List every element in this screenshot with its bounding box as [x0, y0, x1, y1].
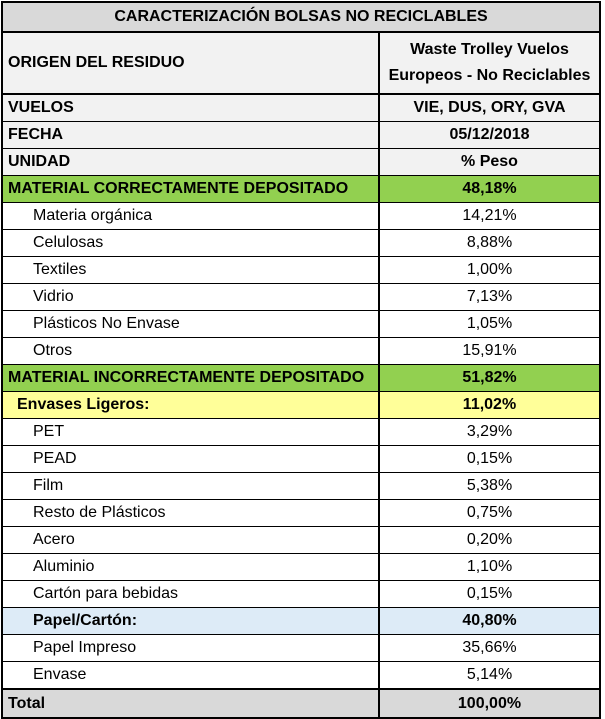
source-line-1: Waste Trolley Vuelos [410, 41, 569, 58]
meta-value: VIE, DUS, ORY, GVA [413, 99, 566, 116]
table-row [3, 203, 599, 230]
subsection-value: 11,02% [462, 396, 517, 413]
table-row [3, 635, 599, 662]
meta-value: 05/12/2018 [449, 126, 530, 143]
table-row [3, 230, 599, 257]
meta-row-date [3, 122, 599, 149]
item-value: 5,14% [466, 666, 513, 683]
item-label: Vidrio [3, 284, 380, 310]
item-value: 1,05% [466, 315, 513, 332]
papel-subtotal-row [3, 608, 599, 635]
meta-row-flights [3, 95, 599, 122]
table-row [3, 284, 599, 311]
table-title: CARACTERIZACIÓN BOLSAS NO RECICLABLES [3, 3, 599, 33]
table-row [3, 527, 599, 554]
table-row [3, 581, 599, 608]
total-label: Total [3, 690, 380, 717]
item-label: Cartón para bebidas [3, 581, 380, 607]
item-label: Film [3, 473, 380, 499]
item-label: Papel Impreso [3, 635, 380, 661]
item-value: 35,66% [462, 639, 517, 656]
item-value: 8,88% [466, 234, 513, 251]
incorrect-total-row [3, 365, 599, 392]
source-line-2: Europeos - No Reciclables [388, 67, 591, 84]
source-header [380, 33, 599, 93]
section-label: MATERIAL CORRECTAMENTE DEPOSITADO [3, 176, 380, 202]
characterization-table [1, 1, 601, 719]
item-label: PEAD [3, 446, 380, 472]
item-label: Plásticos No Envase [3, 311, 380, 337]
total-row [3, 689, 599, 717]
item-label: Textiles [3, 257, 380, 283]
meta-label: FECHA [3, 122, 380, 148]
subsection-label: Envases Ligeros: [3, 392, 380, 418]
item-label: PET [3, 419, 380, 445]
header-row [3, 33, 599, 95]
item-value: 1,10% [466, 558, 513, 575]
item-value: 7,13% [466, 288, 513, 305]
item-value: 0,15% [466, 585, 513, 602]
item-value: 0,15% [466, 450, 513, 467]
table-row [3, 662, 599, 689]
item-label: Envase [3, 662, 380, 688]
item-value: 15,91% [462, 342, 517, 359]
meta-label: UNIDAD [3, 149, 380, 175]
subsection-value: 40,80% [462, 612, 517, 629]
table-row [3, 500, 599, 527]
item-value: 0,20% [466, 531, 513, 548]
table-row [3, 338, 599, 365]
meta-value: % Peso [461, 153, 518, 170]
item-value: 3,29% [466, 423, 513, 440]
table-row [3, 257, 599, 284]
item-label: Acero [3, 527, 380, 553]
item-label: Aluminio [3, 554, 380, 580]
table-row [3, 554, 599, 581]
item-label: Resto de Plásticos [3, 500, 380, 526]
item-value: 0,75% [466, 504, 513, 521]
origin-label: ORIGEN DEL RESIDUO [3, 33, 380, 93]
item-label: Celulosas [3, 230, 380, 256]
correct-total-row [3, 176, 599, 203]
table-row [3, 311, 599, 338]
envases-subtotal-row [3, 392, 599, 419]
subsection-label: Papel/Cartón: [3, 608, 380, 634]
table-row [3, 446, 599, 473]
meta-row-unit [3, 149, 599, 176]
item-label: Otros [3, 338, 380, 364]
total-value: 100,00% [457, 694, 522, 712]
section-label: MATERIAL INCORRECTAMENTE DEPOSITADO [3, 365, 380, 391]
meta-label: VUELOS [3, 95, 380, 121]
section-value: 48,18% [462, 180, 517, 197]
section-value: 51,82% [462, 369, 517, 386]
item-value: 14,21% [462, 207, 517, 224]
item-value: 5,38% [466, 477, 513, 494]
item-label: Materia orgánica [3, 203, 380, 229]
table-row [3, 419, 599, 446]
item-value: 1,00% [466, 261, 513, 278]
table-row [3, 473, 599, 500]
